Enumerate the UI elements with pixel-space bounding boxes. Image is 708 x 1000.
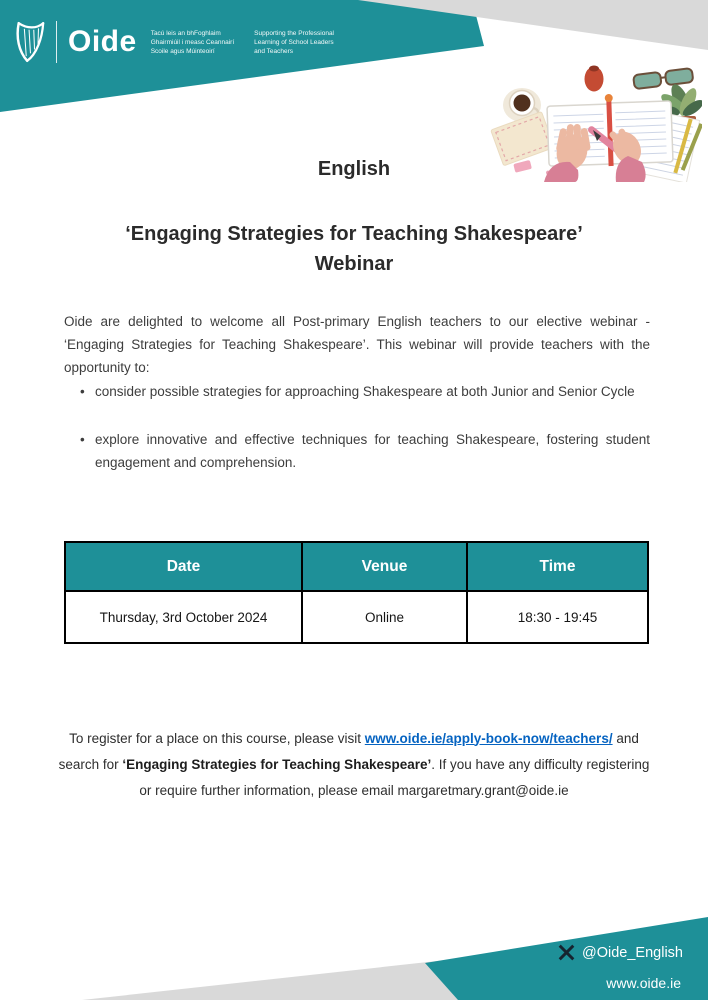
list-item [64, 380, 650, 403]
logo-divider [56, 21, 57, 63]
twitter-handle: @Oide_English [582, 944, 683, 961]
table-cell-venue: Online [302, 591, 467, 643]
table-header-time: Time [467, 542, 648, 591]
registration-text: and search for [58, 730, 639, 772]
registration-course-name: ‘Engaging Strategies for Teaching Shakespeare’ [122, 756, 432, 772]
registration-text: To register for a place on this course, please visit [69, 730, 365, 746]
page-title-webinar [0, 219, 708, 279]
objectives-list [64, 380, 650, 499]
session-details-table [64, 541, 649, 644]
bullet-icon: • [80, 432, 85, 447]
list-item [64, 428, 650, 474]
tagline-irish: Tacú leis an bhFoghlaim Ghairmiúil i measc Ceannairí Scoile agus Múinteoirí [150, 29, 235, 55]
registration-paragraph [54, 726, 654, 804]
table-cell-date: Thursday, 3rd October 2024 [65, 591, 302, 643]
webinar-title-line1: ‘Engaging Strategies for Teaching Shakespeare’ [125, 223, 583, 245]
footer-website: www.oide.ie [606, 975, 681, 991]
registration-text: . If you have any difficulty registering or require further information, please email [139, 756, 650, 798]
page-title-subject: English [317, 158, 391, 180]
registration-link[interactable]: www.oide.ie/apply-book-now/teachers/ [364, 730, 613, 746]
x-twitter-icon [558, 944, 575, 961]
table-header-date: Date [65, 542, 302, 591]
registration-email: margaretmary.grant@oide.ie [397, 782, 569, 798]
harp-icon [14, 20, 46, 64]
bullet-icon: • [80, 384, 85, 399]
list-item-text: explore innovative and effective techniques for teaching Shakespeare, fostering student engagement and comprehension. [95, 432, 650, 470]
tagline-english: Supporting the Professional Learning of School Leaders and Teachers [254, 29, 334, 55]
table-header-row [65, 542, 648, 591]
list-item-text: consider possible strategies for approaching Shakespeare at both Junior and Senior Cycle [95, 384, 635, 399]
webinar-title-line2: Webinar [314, 253, 394, 275]
intro-paragraph: Oide are delighted to welcome all Post-primary English teachers to our elective webinar - ‘Engaging Strategies for Teaching Shakespeare’. This webinar will provide teachers with the opportunity to: [64, 313, 650, 375]
footer-social [558, 944, 683, 961]
table-cell-time: 18:30 - 19:45 [467, 591, 648, 643]
logo-wordmark: Oide [68, 25, 137, 58]
table-row [65, 591, 648, 643]
table-header-venue: Venue [302, 542, 467, 591]
oide-logo [14, 20, 354, 64]
